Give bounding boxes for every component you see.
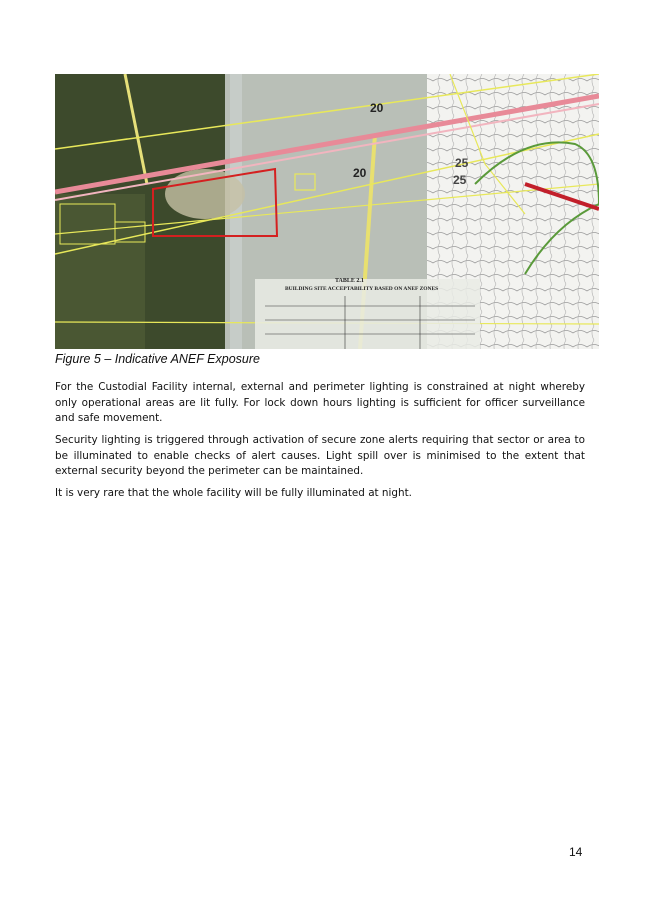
map-image	[55, 74, 599, 349]
contour-label-20-mid: 20	[353, 166, 367, 180]
table-subtitle: BUILDING SITE ACCEPTABILITY BASED ON ANEF ZONES	[285, 286, 439, 292]
table-title: TABLE 2.1	[335, 278, 364, 284]
paragraph-full-illumination: It is very rare that the whole facility will be fully illuminated at night.	[55, 487, 412, 499]
contour-label-20-top: 20	[370, 101, 384, 115]
paragraph-lighting-constraints: For the Custodial Facility internal, external and perimeter lighting is constrained at night whereby only operational areas are lit fully. For lock down hours lighting is sufficient for officer surveillance and safe movement.	[55, 381, 585, 425]
contour-label-25-b: 25	[453, 173, 467, 187]
contour-label-25-a: 25	[455, 156, 469, 170]
anef-exposure-map	[55, 74, 599, 349]
page-number: 14	[569, 845, 583, 859]
paragraph-security-lighting: Security lighting is triggered through activation of secure zone alerts requiring that sector or area to be illuminated to enable checks of alert causes. Light spill over is minimised to the extent that external security beyond the perimeter can be maintained.	[55, 434, 585, 478]
figure-caption: Figure 5 – Indicative ANEF Exposure	[55, 352, 260, 366]
